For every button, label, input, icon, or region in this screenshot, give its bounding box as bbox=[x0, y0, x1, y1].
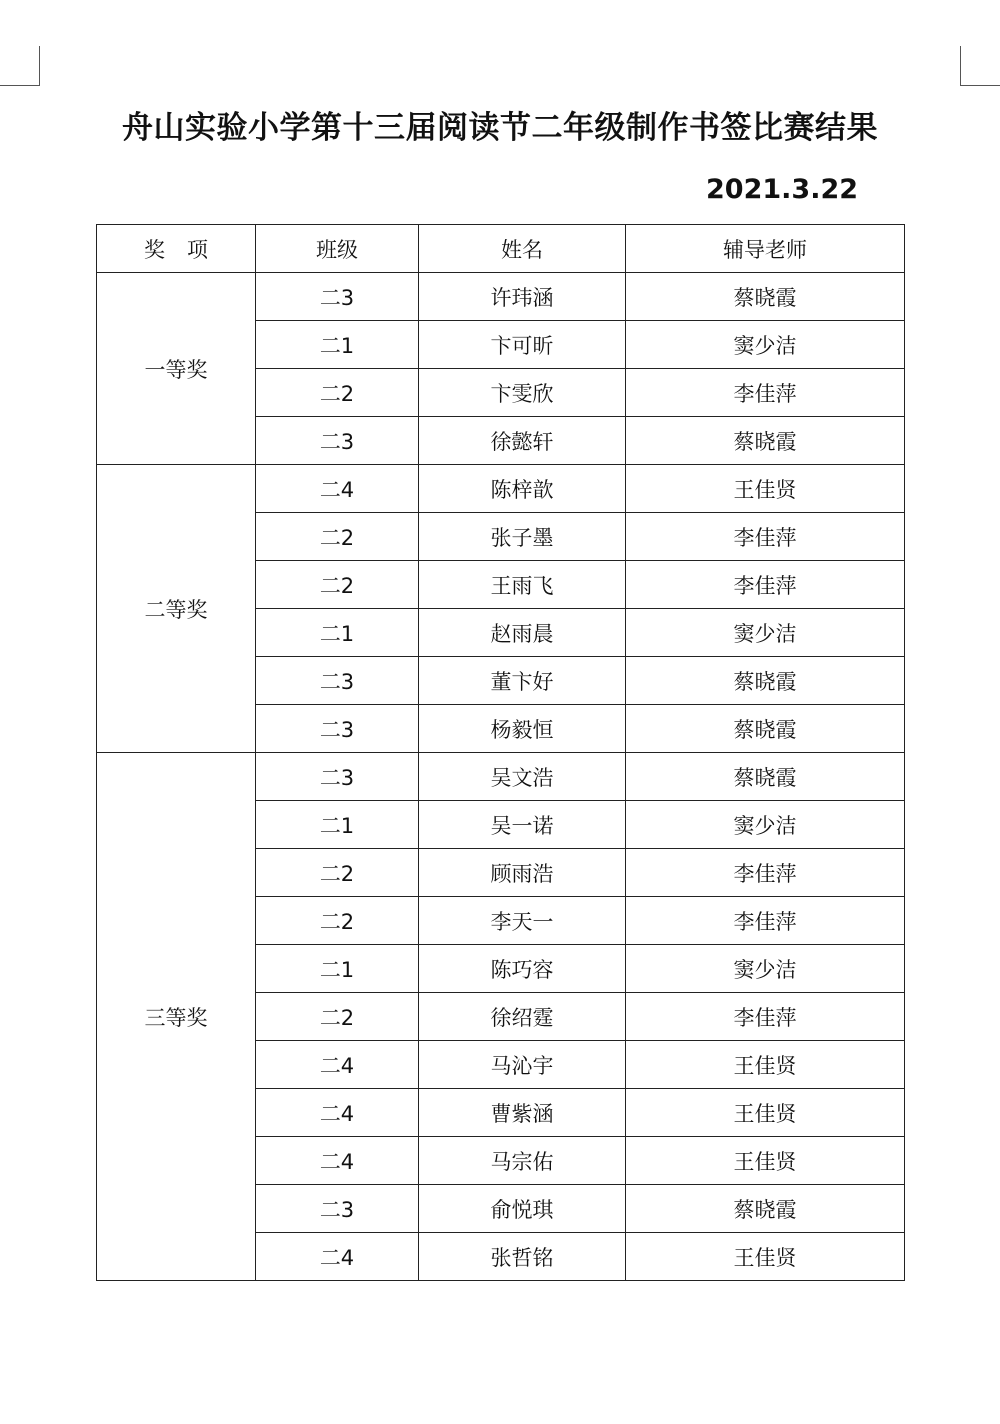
class-cell: 二3 bbox=[256, 657, 419, 705]
name-cell: 马沁宇 bbox=[419, 1041, 626, 1089]
name-cell: 张哲铭 bbox=[419, 1233, 626, 1281]
name-cell: 曹紫涵 bbox=[419, 1089, 626, 1137]
table-row bbox=[97, 753, 905, 801]
document-date: 2021.3.22 bbox=[706, 174, 859, 205]
name-cell: 顾雨浩 bbox=[419, 849, 626, 897]
header-award: 奖项 bbox=[97, 225, 256, 273]
teacher-cell: 王佳贤 bbox=[626, 1137, 905, 1185]
name-cell: 杨毅恒 bbox=[419, 705, 626, 753]
name-cell: 陈巧容 bbox=[419, 945, 626, 993]
class-cell: 二2 bbox=[256, 849, 419, 897]
teacher-cell: 窦少洁 bbox=[626, 801, 905, 849]
teacher-cell: 窦少洁 bbox=[626, 321, 905, 369]
class-cell: 二4 bbox=[256, 1233, 419, 1281]
name-cell: 俞悦琪 bbox=[419, 1185, 626, 1233]
teacher-cell: 王佳贤 bbox=[626, 1089, 905, 1137]
header-name: 姓名 bbox=[419, 225, 626, 273]
name-cell: 卞可昕 bbox=[419, 321, 626, 369]
class-cell: 二3 bbox=[256, 273, 419, 321]
class-cell: 二1 bbox=[256, 801, 419, 849]
teacher-cell: 蔡晓霞 bbox=[626, 753, 905, 801]
teacher-cell: 王佳贤 bbox=[626, 1041, 905, 1089]
name-cell: 董卞好 bbox=[419, 657, 626, 705]
class-cell: 二2 bbox=[256, 993, 419, 1041]
class-cell: 二1 bbox=[256, 609, 419, 657]
class-cell: 二2 bbox=[256, 897, 419, 945]
class-cell: 二4 bbox=[256, 465, 419, 513]
teacher-cell: 蔡晓霞 bbox=[626, 705, 905, 753]
crop-mark-top-left bbox=[0, 46, 40, 86]
teacher-cell: 王佳贤 bbox=[626, 1233, 905, 1281]
teacher-cell: 李佳萍 bbox=[626, 513, 905, 561]
class-cell: 二3 bbox=[256, 705, 419, 753]
name-cell: 赵雨晨 bbox=[419, 609, 626, 657]
name-cell: 卞雯欣 bbox=[419, 369, 626, 417]
class-cell: 二3 bbox=[256, 1185, 419, 1233]
document-title: 舟山实验小学第十三届阅读节二年级制作书签比赛结果 bbox=[122, 110, 878, 146]
name-cell: 马宗佑 bbox=[419, 1137, 626, 1185]
class-cell: 二2 bbox=[256, 561, 419, 609]
class-cell: 二4 bbox=[256, 1041, 419, 1089]
teacher-cell: 李佳萍 bbox=[626, 897, 905, 945]
results-body bbox=[97, 273, 905, 1281]
teacher-cell: 蔡晓霞 bbox=[626, 273, 905, 321]
name-cell: 张子墨 bbox=[419, 513, 626, 561]
award-cell: 二等奖 bbox=[97, 465, 256, 753]
name-cell: 徐懿轩 bbox=[419, 417, 626, 465]
class-cell: 二2 bbox=[256, 513, 419, 561]
name-cell: 许玮涵 bbox=[419, 273, 626, 321]
class-cell: 二3 bbox=[256, 753, 419, 801]
teacher-cell: 窦少洁 bbox=[626, 945, 905, 993]
results-table bbox=[96, 224, 905, 1281]
crop-mark-top-right bbox=[960, 46, 1000, 86]
teacher-cell: 蔡晓霞 bbox=[626, 657, 905, 705]
class-cell: 二3 bbox=[256, 417, 419, 465]
class-cell: 二1 bbox=[256, 321, 419, 369]
teacher-cell: 窦少洁 bbox=[626, 609, 905, 657]
header-teacher: 辅导老师 bbox=[626, 225, 905, 273]
name-cell: 陈梓歆 bbox=[419, 465, 626, 513]
teacher-cell: 王佳贤 bbox=[626, 465, 905, 513]
name-cell: 李天一 bbox=[419, 897, 626, 945]
teacher-cell: 李佳萍 bbox=[626, 369, 905, 417]
teacher-cell: 李佳萍 bbox=[626, 849, 905, 897]
class-cell: 二4 bbox=[256, 1089, 419, 1137]
name-cell: 徐绍霆 bbox=[419, 993, 626, 1041]
table-row bbox=[97, 465, 905, 513]
name-cell: 王雨飞 bbox=[419, 561, 626, 609]
teacher-cell: 李佳萍 bbox=[626, 993, 905, 1041]
name-cell: 吴一诺 bbox=[419, 801, 626, 849]
name-cell: 吴文浩 bbox=[419, 753, 626, 801]
header-row bbox=[97, 225, 905, 273]
class-cell: 二1 bbox=[256, 945, 419, 993]
teacher-cell: 李佳萍 bbox=[626, 561, 905, 609]
header-class: 班级 bbox=[256, 225, 419, 273]
class-cell: 二2 bbox=[256, 369, 419, 417]
award-cell: 三等奖 bbox=[97, 753, 256, 1281]
class-cell: 二4 bbox=[256, 1137, 419, 1185]
teacher-cell: 蔡晓霞 bbox=[626, 1185, 905, 1233]
award-cell: 一等奖 bbox=[97, 273, 256, 465]
teacher-cell: 蔡晓霞 bbox=[626, 417, 905, 465]
table-row bbox=[97, 273, 905, 321]
